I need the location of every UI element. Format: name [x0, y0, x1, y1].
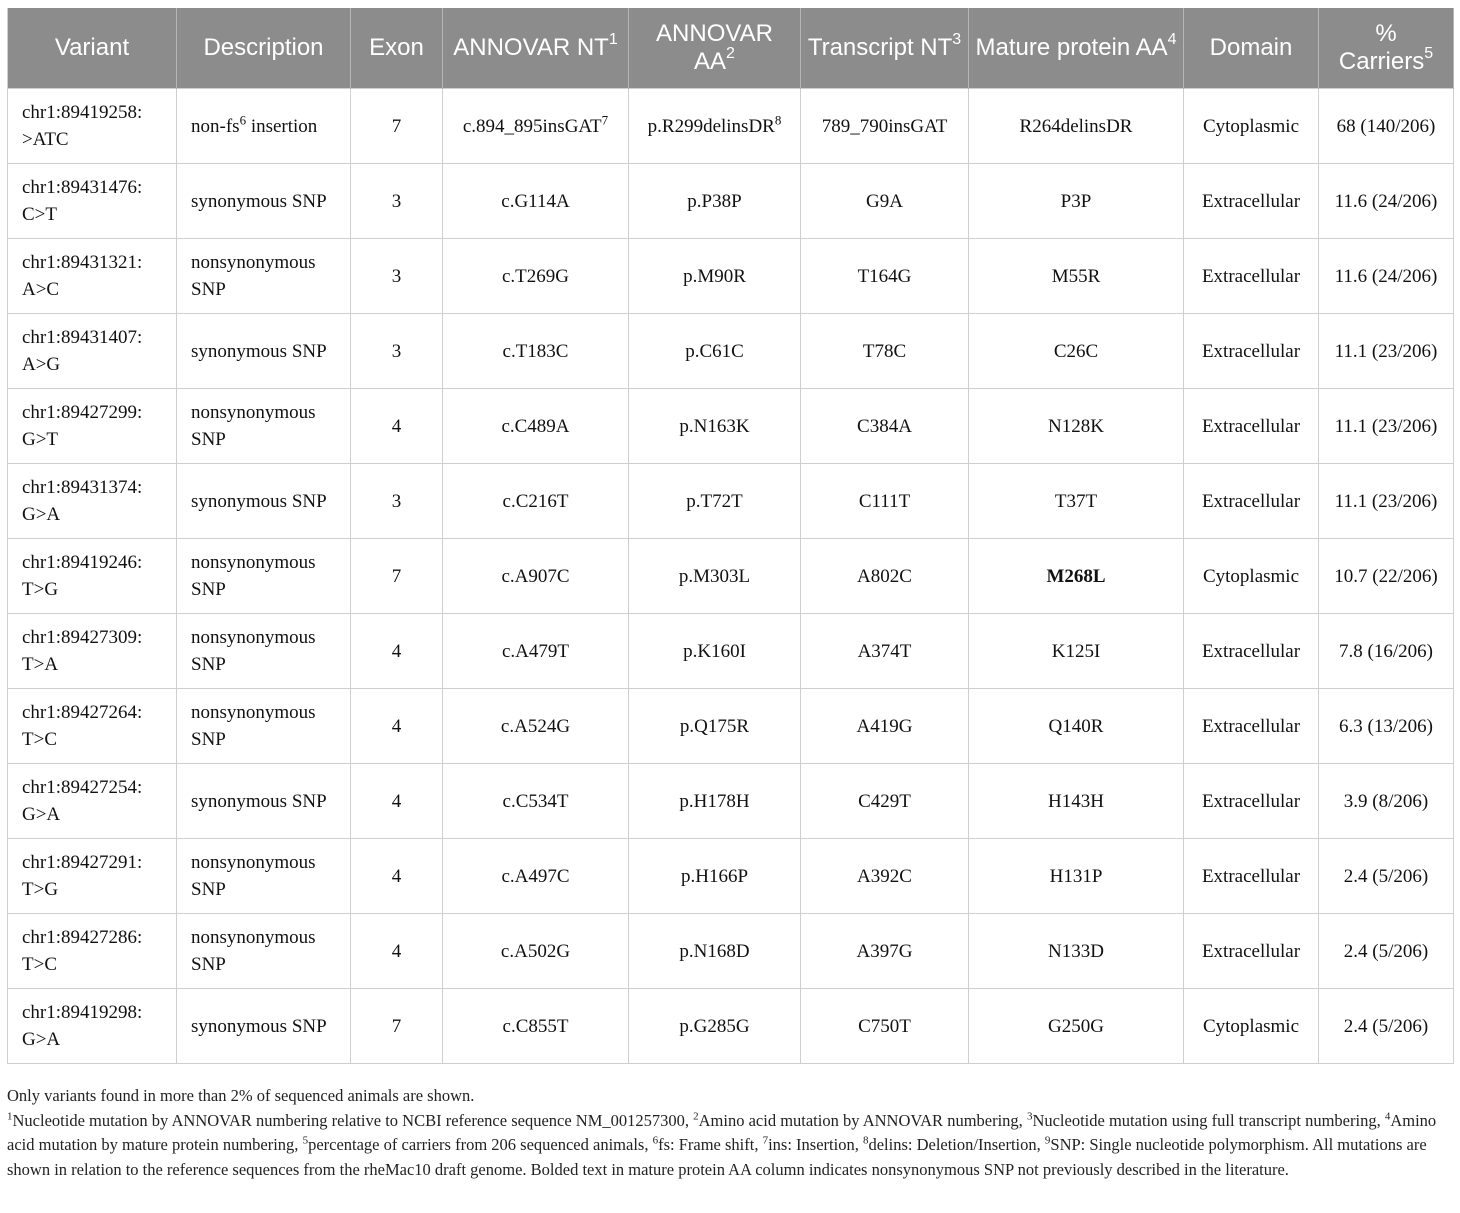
cell-domain: Extracellular: [1184, 389, 1319, 464]
cell-domain: Extracellular: [1184, 239, 1319, 314]
cell-carriers: 3.9 (8/206): [1319, 764, 1454, 839]
cell-mature-aa: N128K: [969, 389, 1184, 464]
cell-transcript-nt: A374T: [801, 614, 969, 689]
table-row: [8, 464, 1454, 539]
col-header-carriers: % Carriers$^5$: [1319, 8, 1454, 89]
cell-mature-aa: C26C: [969, 314, 1184, 389]
cell-variant: chr1:89427254: G>A: [8, 764, 177, 839]
cell-annovar-aa: p.K160I: [629, 614, 801, 689]
cell-transcript-nt: C429T: [801, 764, 969, 839]
table-row: [8, 989, 1454, 1064]
cell-description: non-$fs^6$ insertion: [177, 89, 351, 164]
cell-domain: Extracellular: [1184, 839, 1319, 914]
cell-annovar-nt: c.A479T: [443, 614, 629, 689]
cell-domain: Cytoplasmic: [1184, 539, 1319, 614]
cell-description: synonymous SNP: [177, 464, 351, 539]
cell-description: nonsynonymous SNP: [177, 689, 351, 764]
cell-carriers: 7.8 (16/206): [1319, 614, 1454, 689]
table-row: [8, 914, 1454, 989]
cell-annovar-nt: c.C216T: [443, 464, 629, 539]
cell-exon: 4: [351, 839, 443, 914]
cell-carriers: 11.1 (23/206): [1319, 314, 1454, 389]
cell-annovar-aa: p.H178H: [629, 764, 801, 839]
cell-annovar-aa: p.R299delinsDR$^8$: [629, 89, 801, 164]
cell-description: nonsynonymous SNP: [177, 389, 351, 464]
cell-annovar-aa: p.T72T: [629, 464, 801, 539]
cell-carriers: 68 (140/206): [1319, 89, 1454, 164]
cell-carriers: 11.6 (24/206): [1319, 239, 1454, 314]
cell-variant: chr1:89427309: T>A: [8, 614, 177, 689]
table-row: [8, 89, 1454, 164]
cell-carriers: 2.4 (5/206): [1319, 839, 1454, 914]
cell-variant: chr1:89427286: T>C: [8, 914, 177, 989]
table-row: [8, 539, 1454, 614]
cell-variant: chr1:89431476: C>T: [8, 164, 177, 239]
cell-transcript-nt: G9A: [801, 164, 969, 239]
cell-exon: 7: [351, 989, 443, 1064]
cell-transcript-nt: 789_790insGAT: [801, 89, 969, 164]
variant-table: [7, 8, 1454, 1064]
cell-description: synonymous SNP: [177, 764, 351, 839]
cell-mature-aa: G250G: [969, 989, 1184, 1064]
footnote-intro: Only variants found in more than 2% of sequenced animals are shown.: [7, 1086, 475, 1105]
cell-transcript-nt: A397G: [801, 914, 969, 989]
cell-annovar-aa: p.N163K: [629, 389, 801, 464]
cell-description: nonsynonymous SNP: [177, 614, 351, 689]
cell-variant: chr1:89427264: T>C: [8, 689, 177, 764]
cell-description: nonsynonymous SNP: [177, 914, 351, 989]
cell-exon: 4: [351, 389, 443, 464]
cell-domain: Extracellular: [1184, 164, 1319, 239]
cell-carriers: 2.4 (5/206): [1319, 914, 1454, 989]
cell-variant: chr1:89427299: G>T: [8, 389, 177, 464]
cell-mature-aa-novel: M268L: [969, 539, 1184, 614]
cell-annovar-aa: p.M90R: [629, 239, 801, 314]
cell-carriers: 2.4 (5/206): [1319, 989, 1454, 1064]
table-row: [8, 164, 1454, 239]
cell-variant: chr1:89431321: A>C: [8, 239, 177, 314]
cell-exon: 7: [351, 539, 443, 614]
col-header-mature-aa: Mature protein $AA^4$: [969, 8, 1184, 89]
cell-description: synonymous SNP: [177, 989, 351, 1064]
cell-domain: Extracellular: [1184, 464, 1319, 539]
cell-annovar-aa: p.C61C: [629, 314, 801, 389]
cell-exon: 4: [351, 614, 443, 689]
cell-annovar-nt: c.G114A: [443, 164, 629, 239]
col-header-annovar-nt: ANNOVAR $NT^1$: [443, 8, 629, 89]
cell-carriers: 10.7 (22/206): [1319, 539, 1454, 614]
cell-variant: chr1:89431374: G>A: [8, 464, 177, 539]
cell-variant: chr1:89419298: G>A: [8, 989, 177, 1064]
table-row: [8, 764, 1454, 839]
cell-exon: 7: [351, 89, 443, 164]
cell-domain: Extracellular: [1184, 914, 1319, 989]
cell-exon: 4: [351, 689, 443, 764]
cell-exon: 4: [351, 914, 443, 989]
cell-carriers: 11.1 (23/206): [1319, 464, 1454, 539]
table-row: [8, 689, 1454, 764]
table-header: [8, 8, 1454, 89]
cell-carriers: 11.1 (23/206): [1319, 389, 1454, 464]
cell-annovar-nt: c.A502G: [443, 914, 629, 989]
cell-transcript-nt: A802C: [801, 539, 969, 614]
cell-annovar-nt: c.A524G: [443, 689, 629, 764]
footnote-definitions: $^1$Nucleotide mutation by ANNOVAR numbering relative to NCBI reference sequence NM_001257300, $^2$Amino acid mutation by ANNOVAR numbering, $^3$Nucleotide mutation using full transcript numbering, $^4$Amino acid mutation by mature protein numbering, $^5$percentage of carriers from 206 sequenced animals, $^6$fs: Frame shift, $^7$ins: Insertion, $^8$delins: Deletion/Insertion, $^9$SNP: Single nucleotide polymorphism. All mutations are shown in relation to the reference sequences from the rheMac10 draft genome. Bolded text in mature protein AA column indicates nonsynonymous SNP not previously described in the literature.: [7, 1110, 1437, 1179]
cell-variant: chr1:89419246: T>G: [8, 539, 177, 614]
cell-exon: 3: [351, 464, 443, 539]
table-row: [8, 239, 1454, 314]
cell-exon: 3: [351, 239, 443, 314]
table-row: [8, 314, 1454, 389]
cell-mature-aa: N133D: [969, 914, 1184, 989]
cell-mature-aa: P3P: [969, 164, 1184, 239]
cell-domain: Extracellular: [1184, 764, 1319, 839]
cell-mature-aa: M55R: [969, 239, 1184, 314]
cell-exon: 4: [351, 764, 443, 839]
cell-domain: Extracellular: [1184, 689, 1319, 764]
cell-description: nonsynonymous SNP: [177, 839, 351, 914]
cell-domain: Cytoplasmic: [1184, 989, 1319, 1064]
cell-variant: chr1:89431407: A>G: [8, 314, 177, 389]
cell-annovar-aa: p.N168D: [629, 914, 801, 989]
cell-variant: chr1:89419258: >ATC: [8, 89, 177, 164]
col-header-exon: Exon: [351, 8, 443, 89]
cell-mature-aa: R264delinsDR: [969, 89, 1184, 164]
cell-mature-aa: H131P: [969, 839, 1184, 914]
cell-annovar-aa: p.P38P: [629, 164, 801, 239]
cell-annovar-aa: p.G285G: [629, 989, 801, 1064]
cell-annovar-aa: p.Q175R: [629, 689, 801, 764]
cell-exon: 3: [351, 164, 443, 239]
cell-transcript-nt: C384A: [801, 389, 969, 464]
cell-transcript-nt: T164G: [801, 239, 969, 314]
cell-description: nonsynonymous SNP: [177, 539, 351, 614]
col-header-domain: Domain: [1184, 8, 1319, 89]
table-footnotes: [7, 1084, 1453, 1182]
cell-transcript-nt: T78C: [801, 314, 969, 389]
cell-carriers: 6.3 (13/206): [1319, 689, 1454, 764]
cell-annovar-nt: c.T183C: [443, 314, 629, 389]
cell-mature-aa: K125I: [969, 614, 1184, 689]
cell-annovar-nt: c.C489A: [443, 389, 629, 464]
cell-annovar-nt: c.A907C: [443, 539, 629, 614]
cell-annovar-nt: c.C534T: [443, 764, 629, 839]
cell-annovar-aa: p.M303L: [629, 539, 801, 614]
cell-annovar-nt: c.C855T: [443, 989, 629, 1064]
cell-transcript-nt: C750T: [801, 989, 969, 1064]
cell-transcript-nt: A392C: [801, 839, 969, 914]
cell-description: nonsynonymous SNP: [177, 239, 351, 314]
cell-exon: 3: [351, 314, 443, 389]
cell-description: synonymous SNP: [177, 314, 351, 389]
cell-annovar-aa: p.H166P: [629, 839, 801, 914]
cell-transcript-nt: A419G: [801, 689, 969, 764]
cell-domain: Extracellular: [1184, 614, 1319, 689]
cell-domain: Cytoplasmic: [1184, 89, 1319, 164]
cell-annovar-nt: c.T269G: [443, 239, 629, 314]
cell-transcript-nt: C111T: [801, 464, 969, 539]
cell-annovar-nt: c.A497C: [443, 839, 629, 914]
col-header-annovar-aa: ANNOVAR $AA^2$: [629, 8, 801, 89]
cell-annovar-nt: c.894_895insGAT$^7$: [443, 89, 629, 164]
variant-table-container: [7, 8, 1453, 1064]
cell-variant: chr1:89427291: T>G: [8, 839, 177, 914]
table-row: [8, 839, 1454, 914]
table-row: [8, 389, 1454, 464]
cell-domain: Extracellular: [1184, 314, 1319, 389]
col-header-description: Description: [177, 8, 351, 89]
cell-carriers: 11.6 (24/206): [1319, 164, 1454, 239]
table-body: [8, 89, 1454, 1064]
col-header-variant: Variant: [8, 8, 177, 89]
cell-mature-aa: Q140R: [969, 689, 1184, 764]
cell-mature-aa: H143H: [969, 764, 1184, 839]
cell-description: synonymous SNP: [177, 164, 351, 239]
col-header-transcript-nt: Transcript $NT^3$: [801, 8, 969, 89]
cell-mature-aa: T37T: [969, 464, 1184, 539]
table-row: [8, 614, 1454, 689]
